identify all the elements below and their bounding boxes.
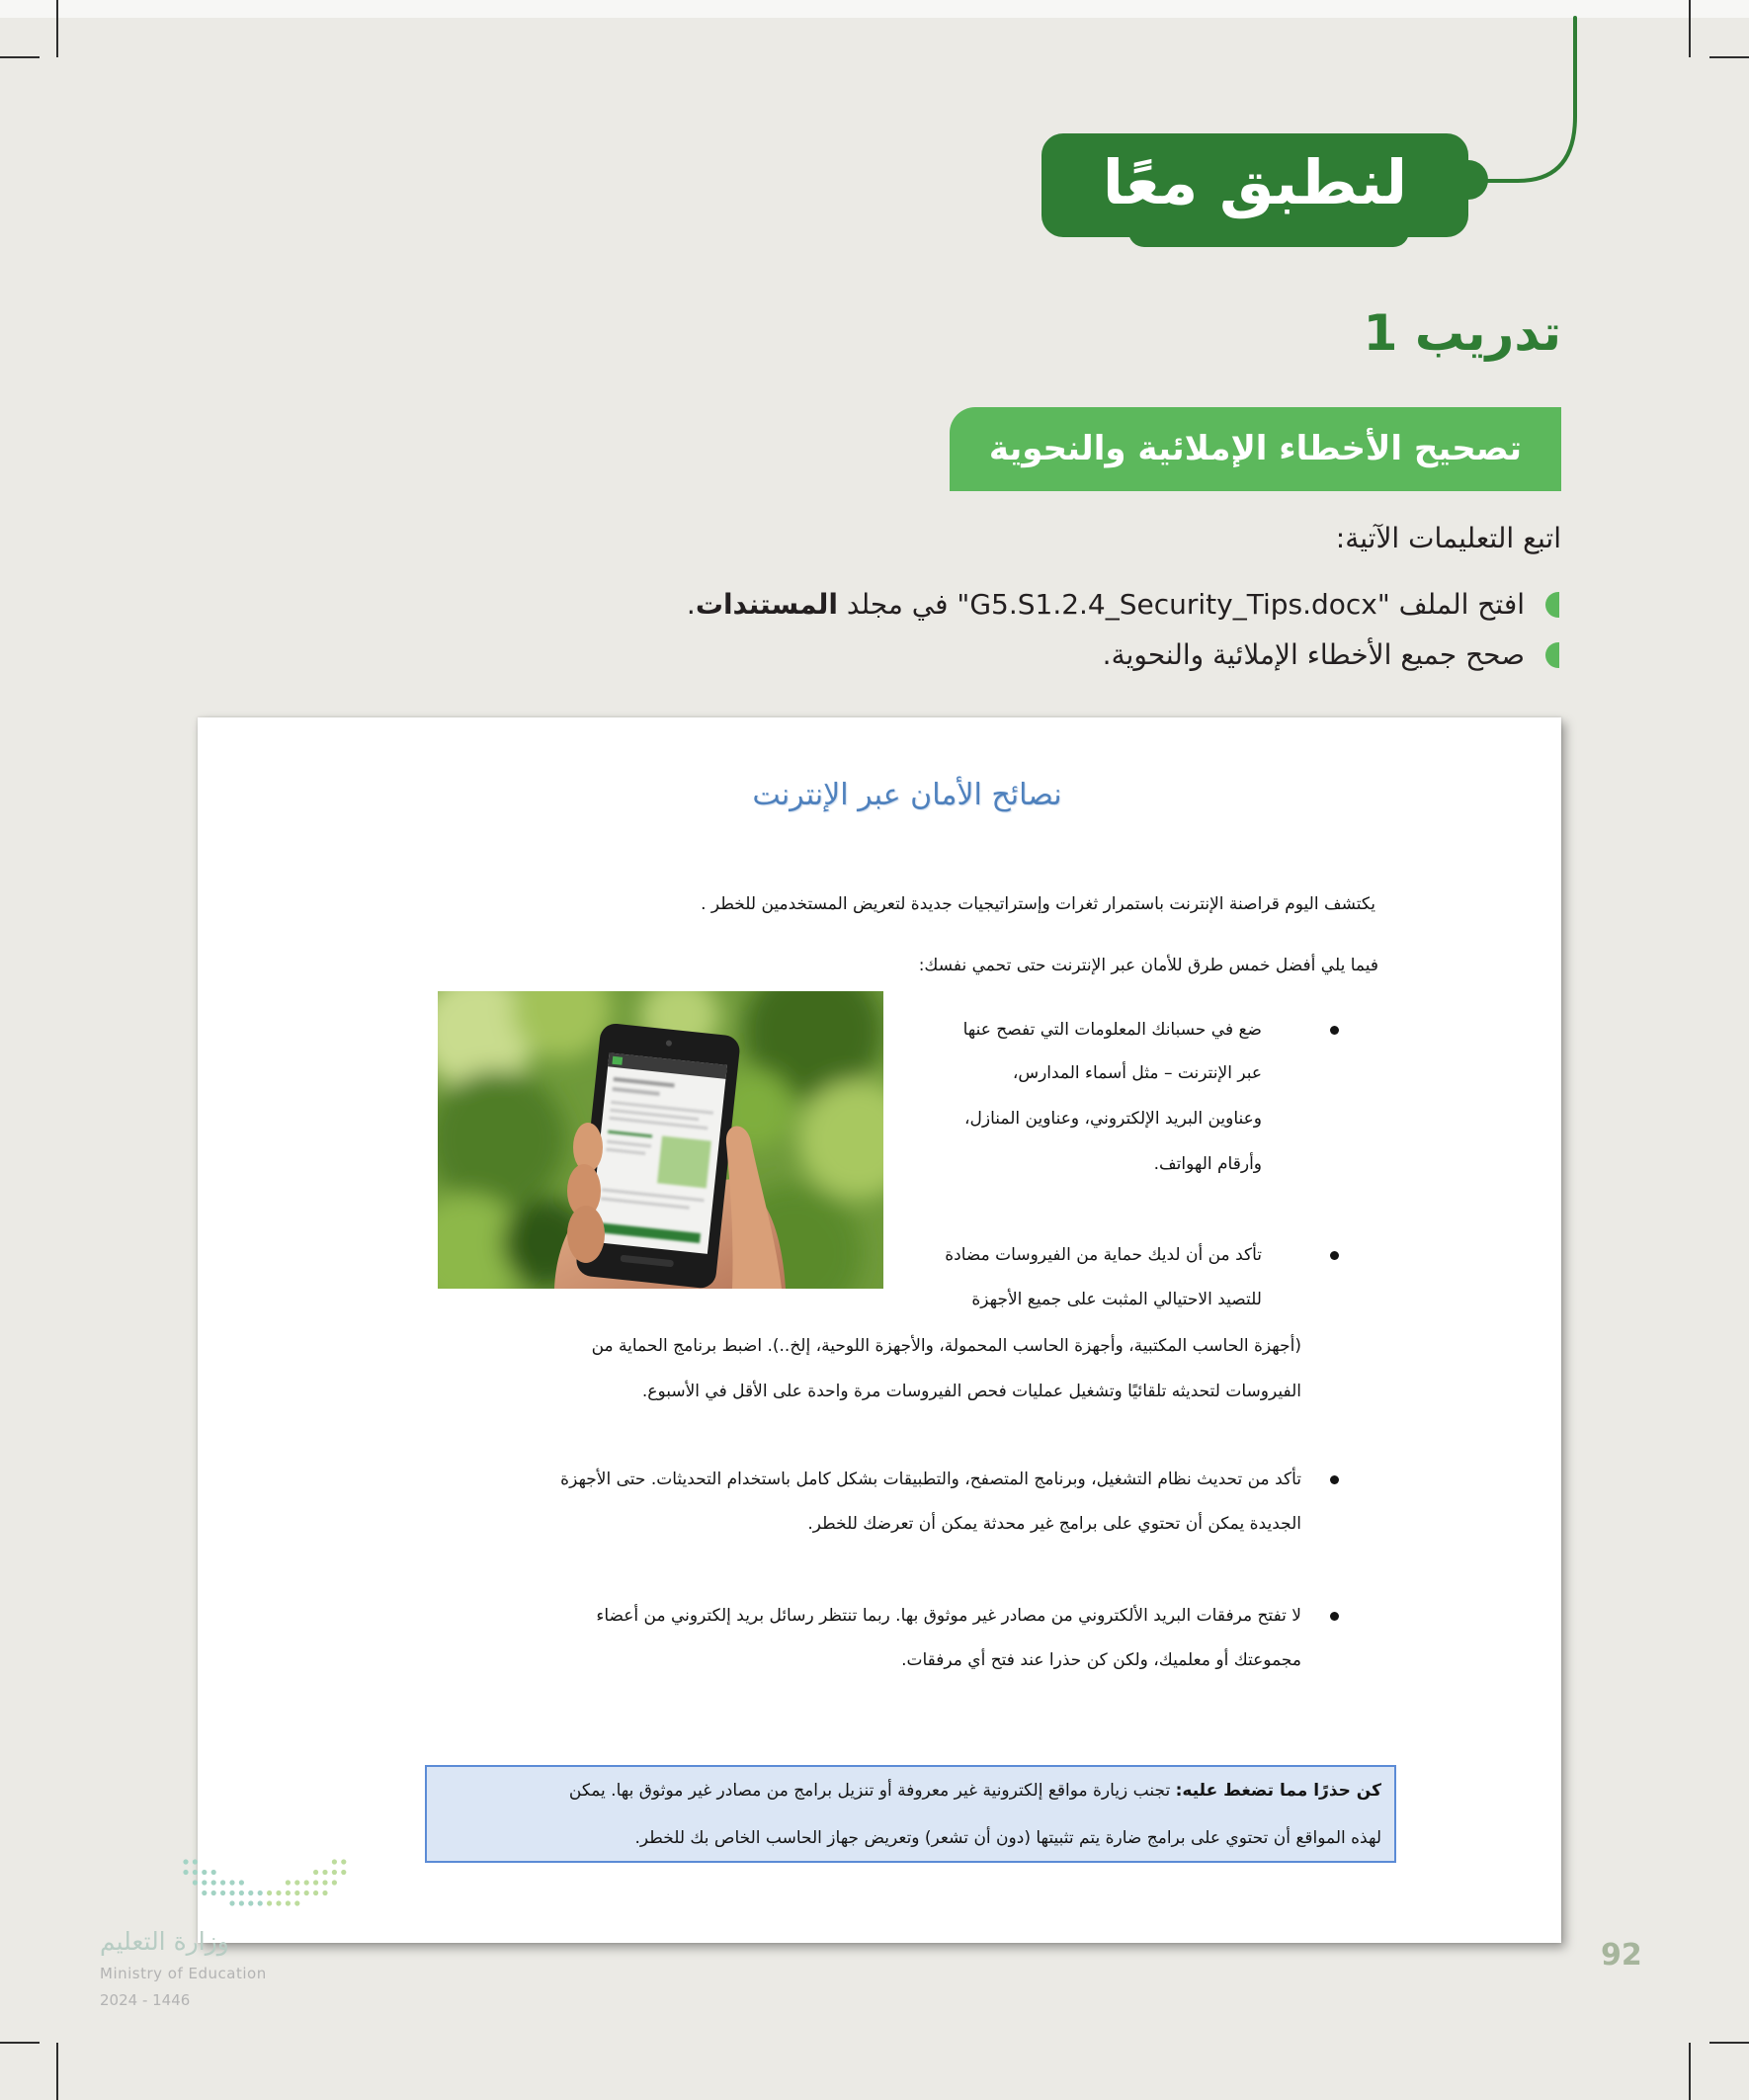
photo-illustration	[438, 991, 883, 1289]
bullet-dot	[1330, 1026, 1339, 1035]
bullet-3-line-1: تأكد من تحديث نظام التشغيل، وبرنامج المتصفح، والتطبيقات بشكل كامل باستخدام التحديثات. حتى الأجهزة	[560, 1470, 1301, 1489]
crop-mark-bottom-right-vertical	[1689, 2043, 1691, 2100]
step-1-folder-name: المستندات	[695, 588, 838, 621]
logo-dot	[193, 1859, 198, 1864]
logo-dot	[239, 1900, 244, 1905]
logo-dot	[183, 1870, 188, 1875]
logo-dot	[313, 1870, 318, 1875]
logo-dot	[239, 1890, 244, 1895]
logo-dot	[276, 1890, 281, 1895]
step-1-end: .	[686, 588, 696, 621]
document-lead: فيما يلي أفضل خمس طرق للأمان عبر الإنترنت حتى تحمي نفسك:	[918, 956, 1378, 975]
hand-finger	[567, 1206, 605, 1263]
bullet-1-line-2: عبر الإنترنت – مثل أسماء المدارس،	[1012, 1063, 1262, 1083]
logo-dot	[202, 1870, 207, 1875]
bullet-2-line-1: تأكد من أن لديك حماية من الفيروسات مضادة	[945, 1245, 1262, 1265]
logo-dot	[294, 1890, 299, 1895]
step-bullet-icon	[1545, 642, 1559, 668]
page-number: 92	[1601, 1938, 1642, 1973]
bullet-2-line-2: للتصيد الاحتيالي المثبت على جميع الأجهزة	[971, 1290, 1262, 1309]
logo-dot	[229, 1890, 234, 1895]
logo-dot	[322, 1880, 327, 1885]
banner-title: لنطبق معًا	[1102, 146, 1408, 218]
bullet-4-line-2: مجموعتك أو معلميك، ولكن كن حذرا عند فتح أي مرفقات.	[901, 1650, 1301, 1670]
crop-mark-top-left-horizontal	[0, 56, 40, 58]
callout-line-1	[569, 1778, 1381, 1804]
crop-mark-top-right-horizontal	[1709, 56, 1749, 58]
logo-dot	[229, 1880, 234, 1885]
logo-dot	[286, 1880, 291, 1885]
logo-dot	[248, 1890, 253, 1895]
document-intro: يكتشف اليوم قراصنة الإنترنت باستمرار ثغرات وإستراتيجيات جديدة لتعريض المستخدمين للخطر .	[701, 894, 1375, 914]
logo-dot	[258, 1890, 263, 1895]
logo-dot	[202, 1880, 207, 1885]
bullet-1-line-3: وعناوين البريد الإلكتروني، وعناوين المنازل،	[964, 1109, 1262, 1129]
crop-mark-bottom-right-horizontal	[1709, 2042, 1749, 2044]
bullet-dot	[1330, 1251, 1339, 1260]
logo-dot	[322, 1890, 327, 1895]
instructions-intro: اتبع التعليمات الآتية:	[1335, 522, 1561, 554]
logo-dot	[258, 1900, 263, 1905]
logo-dot	[267, 1890, 272, 1895]
logo-dot	[211, 1880, 216, 1885]
logo-dot	[341, 1859, 346, 1864]
logo-dot	[202, 1890, 207, 1895]
logo-dot	[322, 1870, 327, 1875]
bullet-2-line-3: (أجهزة الحاسب المكتبية، وأجهزة الحاسب المحمولة، والأجهزة اللوحية، إلخ..). اضبط برنامج الحماية من	[591, 1336, 1301, 1356]
crop-mark-bottom-left-vertical	[56, 2043, 58, 2100]
bullet-dot	[1330, 1475, 1339, 1484]
logo-dot	[211, 1890, 216, 1895]
ministry-name-arabic: وزارة التعليم	[100, 1927, 229, 1956]
crop-mark-top-left-vertical	[56, 0, 58, 57]
logo-dot	[304, 1880, 309, 1885]
section-title: تصحيح الأخطاء الإملائية والنحوية	[988, 429, 1522, 468]
logo-dot	[193, 1870, 198, 1875]
logo-dot	[332, 1880, 337, 1885]
logo-dot	[220, 1880, 225, 1885]
logo-dot	[313, 1890, 318, 1895]
bullet-1-line-1: ضع في حسبانك المعلومات التي تفصح عنها	[962, 1020, 1262, 1040]
logo-dot	[183, 1859, 188, 1864]
logo-dot	[267, 1900, 272, 1905]
logo-dot	[286, 1890, 291, 1895]
warning-callout	[425, 1765, 1396, 1863]
logo-dot	[229, 1900, 234, 1905]
instruction-step-1	[687, 582, 1525, 628]
bullet-4-line-1: لا تفتح مرفقات البريد الألكتروني من مصادر غير موثوق بها. ربما تنتظر رسائل بريد إلكتروني من أعضاء	[596, 1606, 1301, 1626]
logo-dot	[193, 1880, 198, 1885]
logo-dot	[332, 1859, 337, 1864]
callout-line-2: لهذه المواقع أن تحتوي على برامج ضارة يتم تثبيتها (دون أن تشعر) وتعريض جهاز الحاسب الخاص بك للخطر.	[634, 1828, 1381, 1848]
logo-dot	[304, 1890, 309, 1895]
phone-app-icon	[612, 1056, 623, 1065]
callout-line-1-text: تجنب زيارة مواقع إلكترونية غير معروفة أو تنزيل برامج من مصادر غير موثوق بها. يمكن	[568, 1781, 1176, 1801]
ministry-name-english: Ministry of Education	[100, 1965, 267, 1982]
logo-dot	[211, 1870, 216, 1875]
logo-dot	[276, 1900, 281, 1905]
phone-in-hand-photo	[438, 991, 883, 1289]
bullet-2-line-4: الفيروسات لتحديثه تلقائيًا وتشغيل عمليات فحص الفيروسات مرة واحدة على الأقل في الأسبوع.	[641, 1382, 1301, 1401]
exercise-title: تدريب 1	[1363, 304, 1561, 362]
step-1-text: افتح الملف "G5.S1.2.4_Security_Tips.docx" في مجلد	[837, 588, 1525, 621]
logo-dot	[313, 1880, 318, 1885]
bullet-dot	[1330, 1612, 1339, 1621]
section-title-bar	[950, 407, 1561, 491]
step-bullet-icon	[1545, 592, 1559, 618]
instruction-step-2: صحح جميع الأخطاء الإملائية والنحوية.	[1102, 638, 1525, 671]
banner	[1041, 133, 1468, 237]
hand-finger	[573, 1123, 603, 1172]
logo-dot	[294, 1880, 299, 1885]
logo-dot	[341, 1870, 346, 1875]
bullet-1-line-4: وأرقام الهواتف.	[1153, 1154, 1262, 1174]
logo-dot	[220, 1890, 225, 1895]
document-screenshot	[198, 717, 1561, 1943]
callout-heading: كن حذرًا مما تضغط عليه:	[1175, 1781, 1381, 1801]
logo-dot	[239, 1880, 244, 1885]
bullet-3-line-2: الجديدة يمكن أن تحتوي على برامج غير محدثة يمكن أن تعرضك للخطر.	[807, 1514, 1301, 1534]
crop-mark-top-right-vertical	[1689, 0, 1691, 57]
ministry-years: 2024 - 1446	[100, 1991, 191, 2009]
crop-mark-bottom-left-horizontal	[0, 2042, 40, 2044]
logo-dot	[294, 1900, 299, 1905]
document-title: نصائح الأمان عبر الإنترنت	[752, 778, 1062, 812]
logo-dot	[286, 1900, 291, 1905]
logo-dot	[332, 1870, 337, 1875]
connector-path	[1472, 18, 1575, 181]
ministry-logo-icon	[180, 1856, 350, 1909]
logo-dot	[248, 1900, 253, 1905]
